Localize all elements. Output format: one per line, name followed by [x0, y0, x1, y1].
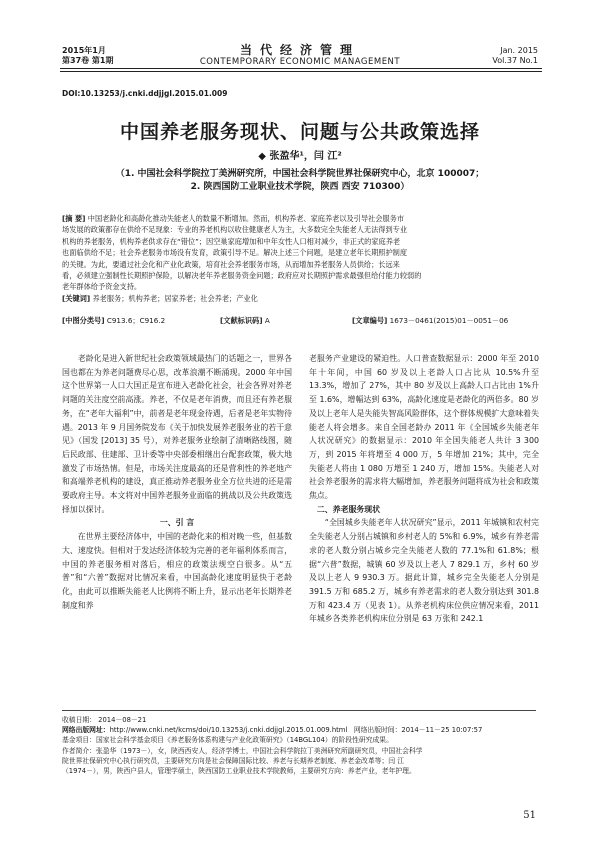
author-bio-line: 院世界社保研究中心执行研究员，主要研究方向是社会保障国际比较、养老与长期养老制度、养老金改革等；闫 江 — [62, 756, 405, 765]
abstract-line: 的关键。为此，要通过社会化和产业化政策，培育社会养老服务市场，从而增加养老服务人员供给；长远来 — [62, 259, 400, 269]
footnote-divider — [62, 710, 536, 711]
abstract-line: 场发展的政策都存在供给不足现象：专业的养老机构以收住健康老人为主，大多数完全失能老人无法得到专业 — [62, 225, 408, 235]
article-no-label: [文章编号] — [352, 316, 388, 325]
clc-label: [中图分类号] — [62, 316, 105, 325]
body-column-right — [309, 352, 539, 626]
doi: DOI:10.13253/j.cnki.ddjjgl.2015.01.009 — [62, 89, 228, 98]
header-date-cn: 2015年1月 — [62, 46, 106, 55]
abstract-line: 老年群体给予资金支持。 — [62, 282, 142, 292]
section-heading: 二、养老服务现状 — [316, 504, 381, 514]
keywords: 养老服务；机构养老；居家养老；社会养老；产业化 — [92, 293, 258, 303]
footnote — [62, 715, 538, 776]
journal-title-en: CONTEMPORARY ECONOMIC MANAGEMENT — [199, 57, 401, 67]
article-title: 中国养老服务现状、问题与公共政策选择 — [119, 121, 480, 143]
body-paragraph: 老服务产业建设的紧迫性。人口普查数据显示：2000 年至 2010 年十年间，中国 60 岁及以上老龄人口占比从 10.5%升至 13.3%，增加了 27%，其中 80 岁及以上高龄人口占比由 1%升至 1.6%，增幅达到 63%，高龄化速度是老龄化的两倍多。80 岁及以上老年人是失能失智高风险群体，这个群体规模扩大意味着失能老人将会增多。来自全国老龄办 2011 年《全国城乡失能老年人状况研究》的数据显示：2010 年全国失能老人共计 3 300 万，到 2015 年将增至 4 000 万，5 年增加 21%；其中，完全失能老人将由 1 080 万增至 1 240 万，增加 15%。失能老人对社会养老服务的需求将大幅增加，养老服务问题将成为社会和政策焦点。 — [309, 354, 539, 501]
page-number: 51 — [523, 810, 536, 821]
published-url[interactable]: http://www.cnki.net/kcms/doi/10.13253/j.cnki.ddjjgl.2015.01.009.html — [109, 726, 348, 735]
body-paragraph: 老龄化是进入新世纪社会政策领域最热门的话题之一，世界各国也都在为养老问题费尽心思，改革浪潮不断涌现。2000 年中国这个世界第一人口大国正是宣布进入老龄化社会，社会各界对养老问题的关注度空前高涨。养老，不仅是老年消费，而且还有养老服务，在“老年大福利”中，前者是老年现金待遇，后者是老年实物待遇。2013 年 9 月国务院发布《关于加快发展养老服务业的若干意见》（国发 [2013] 35 号），对养老服务业绘制了清晰路线图，随后民政部、住建部、卫计委等中央部委相继出台配套政策，极大地激发了市场热情。但是，市场关注度最高的还是营利性的养老地产和高端养老机构的建设，真正推动养老服务业全方位共进的还是需要政府主导。本文将对中国养老服务业面临的挑战以及公共政策选择加以探讨。 — [62, 354, 292, 514]
affiliation — [80, 168, 520, 194]
published-label: 网络出版网址： — [62, 726, 110, 735]
journal-masthead — [190, 44, 410, 67]
clc-code: C913.6；C916.2 — [106, 316, 166, 325]
authors: ◆ 张盈华¹，闫 江² — [258, 151, 342, 162]
header-volume-en: Vol.37 No.1 — [492, 56, 538, 65]
abstract-line: 也面临供给不足；社会养老服务市场没有发育，政策引导不足。解决上述三个问题，是建立老年长期照护制度 — [62, 248, 408, 258]
body-paragraph: “全国城乡失能老年人状况研究”显示，2011 年城镇和农村完全失能老人分别占城镇和乡村老人的 5%和 6.9%，城乡有养老需求的老人数分别占城乡完全失能老人数的 77.1%和 61.8%；根据“六普”数据，城镇 60 岁及以上老人 7 829.1 万，乡村 60 岁及以上老人 9 930.3 万。据此计算，城乡完全失能老人分别是 391.5 万和 685.2 万，城乡有养老需求的老人数分别达到 301.8 万和 423.4 万（见表 1）。从养老机构床位供应情况来看，2011 年城乡各类养老机构床位分别是 63 万张和 242.1 — [309, 518, 539, 624]
header-rule-thin — [60, 71, 542, 72]
fund-note: 基金项目：国家社会科学基金项目《养老服务体系构建与产业化政策研究》（14BGL104）的阶段性研究成果。 — [62, 736, 393, 745]
abstract-label: [摘 要] — [62, 214, 86, 223]
journal-title-cn: 当代经济管理 — [239, 43, 360, 57]
affiliation-line: 2. 陕西国防工业职业技术学院，陕西 西安 710300） — [190, 182, 410, 192]
header-volume-cn: 第37卷 第1期 — [62, 56, 114, 65]
received-date: 收稿日期： 2014－08－21 — [62, 716, 147, 724]
doc-code-label: [文献标识码] — [220, 316, 263, 325]
header-right — [492, 46, 538, 66]
author-bio-line: （1974－），男，陕西户县人，管理学硕士，陕西国防工业职业技术学院教师，主要研究方向：养老产业，老年护理。 — [62, 767, 416, 776]
section-heading: 一、引 言 — [159, 518, 195, 528]
affiliation-line: （1. 中国社会科学院拉丁美洲研究所，中国社会科学院世界社保研究中心，北京 100007； — [115, 169, 485, 179]
doc-code: A — [264, 316, 270, 325]
header-rule — [60, 68, 542, 69]
header-left — [62, 46, 113, 66]
author-bio-line: 作者简介：张盈华（1973－），女，陕西西安人，经济学博士，中国社会科学院拉丁美洲研究所副研究员，中国社会科学 — [62, 746, 423, 755]
body-column-left — [62, 352, 292, 612]
published-time: 网络出版时间：2014－11－25 10:07:57 — [353, 726, 483, 735]
body-paragraph: 在世界主要经济体中，中国的老龄化来的相对晚一些，但基数大、速度快。但相对于发达经济体较为完善的老年福利体系而言，中国的养老服务相对落后，相应的政策法规空白很多。从“五普”和“六普”数据对比情况来看，中国高龄化速度明显快于老龄化，由此可以推断失能老人比例将不断上升，显示出老年长期养老制度和养 — [62, 532, 292, 610]
abstract-line: 中国老龄化和高龄化推动失能老人的数量不断增加。然而，机构养老、家庭养老以及引导社会服务市 — [87, 214, 405, 223]
abstract-line: 看，必须建立强制性长期照护保险，以解决老年养老服务资金问题；政府应对长期照护需求最强但给付能力较弱的 — [62, 271, 422, 281]
article-no: 1673－0461(2015)01－0051－06 — [389, 316, 509, 325]
abstract-line: 机构的养老服务，机构养老供求存在“错位”；因空巢家庭增加和中年女性人口相对减少，非正式的家庭养老 — [62, 236, 401, 246]
header-date-en: Jan. 2015 — [500, 46, 538, 55]
abstract — [62, 213, 536, 304]
keywords-label: [关键词] — [62, 293, 91, 303]
